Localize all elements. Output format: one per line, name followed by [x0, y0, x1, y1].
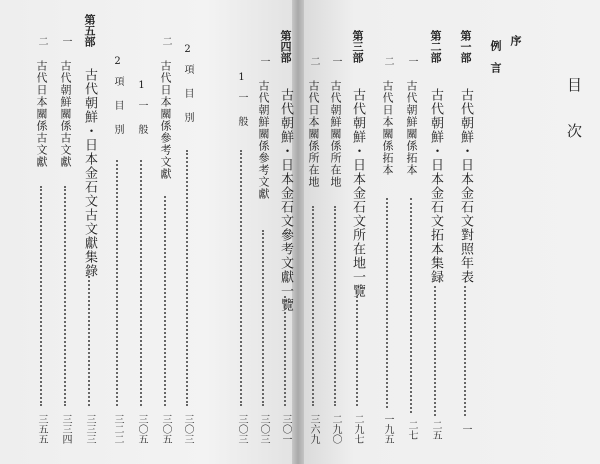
toc-title-char-2: 次: [567, 122, 583, 140]
p5-1-page: 三三四: [60, 414, 71, 444]
part5-leader: [88, 276, 90, 406]
p2-2-number: 二: [382, 56, 393, 66]
toc-entry-p4-2-2: [108, 0, 126, 464]
toc-entry-part3: [348, 0, 366, 464]
part2-page: 二五: [430, 420, 441, 440]
p5-1-title: 古代朝鮮關係古文獻: [59, 60, 72, 168]
toc-entry-p4-2: [156, 0, 174, 464]
right-page: [300, 0, 600, 464]
part1-page: 一: [460, 424, 471, 434]
part5-label: 第五部: [83, 14, 96, 47]
part4-page: 三〇一: [280, 414, 291, 444]
toc-entry-p5-2: [32, 0, 50, 464]
p4-1-page: 三〇三: [258, 414, 269, 444]
part5-page: 三三三: [84, 414, 95, 444]
part1-title: 古代朝鮮・日本金石文對照年表: [458, 88, 473, 284]
p4-2-leader: [164, 196, 166, 406]
p4-1-1-number: 1: [236, 72, 247, 83]
p5-1-leader: [64, 186, 66, 406]
p4-1-leader: [262, 230, 264, 406]
p3-2-title: 古代日本關係所在地: [307, 80, 320, 188]
toc-title-char-1: 目: [567, 76, 583, 94]
toc-entry-part2: [426, 0, 444, 464]
p3-1-page: 二九〇: [330, 414, 341, 444]
toc-entry-preface: [506, 0, 524, 464]
toc-entry-p4-1-1: [232, 0, 250, 464]
p4-2-2-page: 三二二: [112, 414, 123, 444]
p4-1-number: 一: [258, 56, 269, 66]
p4-2-1-title: 一 般: [136, 100, 147, 136]
p4-2-2-number: 2: [112, 56, 123, 67]
toc-entry-part5: [80, 0, 98, 464]
part1-leader: [464, 286, 466, 416]
p4-2-page: 三〇五: [160, 414, 171, 444]
p3-1-title: 古代朝鮮關係所在地: [329, 80, 342, 188]
p5-2-number: 二: [36, 36, 47, 46]
p2-1-leader: [410, 198, 412, 413]
toc-entry-part4: [276, 0, 294, 464]
toc-entry-p2-2: [378, 0, 396, 464]
notes-label: 例 言: [489, 40, 502, 73]
p4-1-1-title: 一 般: [236, 92, 247, 128]
p4-1-2-leader: [186, 150, 188, 406]
p5-2-page: 三五五: [36, 414, 47, 444]
toc-entry-p4-2-1: [132, 0, 150, 464]
p4-2-number: 二: [160, 36, 171, 46]
toc-entry-p4-1: [254, 0, 272, 464]
p3-2-page: 三六九: [308, 414, 319, 444]
part3-leader: [356, 296, 358, 406]
p4-2-1-number: 1: [136, 80, 147, 91]
part3-title: 古代朝鮮・日本金石文所在地一覽: [350, 88, 365, 298]
part2-title: 古代朝鮮・日本金石文拓本集録: [428, 88, 443, 284]
p3-2-number: 二: [308, 56, 319, 66]
part5-title: 古代朝鮮・日本金石文古文獻集錄: [82, 68, 97, 278]
toc-entry-p5-1: [56, 0, 74, 464]
p4-2-2-title: 項 目 別: [112, 76, 123, 136]
toc-entry-part1: [456, 0, 474, 464]
p4-1-1-page: 三〇三: [236, 414, 247, 444]
p4-1-2-page: 三〇三: [182, 414, 193, 444]
toc-entry-notes: [486, 0, 504, 464]
p2-1-title: 古代朝鮮關係拓本: [405, 80, 418, 176]
p2-2-leader: [386, 198, 388, 408]
toc-entry-p2-1: [402, 0, 420, 464]
preface-label: 序: [509, 35, 522, 46]
p5-2-title: 古代日本關係古文獻: [35, 60, 48, 168]
p2-1-page: 二七: [406, 420, 417, 440]
part1-label: 第一部: [459, 30, 472, 63]
p4-1-2-number: 2: [182, 44, 193, 55]
toc-entry-p4-1-2: [178, 0, 196, 464]
p2-1-number: 一: [406, 56, 417, 66]
p4-1-1-leader: [240, 150, 242, 406]
p5-2-leader: [40, 186, 42, 406]
p3-1-leader: [334, 206, 336, 406]
p2-2-title: 古代日本關係拓本: [381, 80, 394, 176]
p4-1-2-title: 項 目 別: [182, 64, 193, 124]
part4-title: 古代朝鮮・日本金石文參考文獻一覽: [278, 88, 293, 312]
p4-2-2-leader: [116, 160, 118, 406]
p4-2-title: 古代日本關係參考文獻: [159, 60, 172, 180]
p4-2-1-leader: [140, 160, 142, 406]
p2-2-page: 一九五: [382, 414, 393, 444]
p3-1-number: 一: [330, 56, 341, 66]
part3-page: 二九七: [352, 414, 363, 444]
part3-label: 第三部: [351, 30, 364, 63]
toc-entry-p3-2: [304, 0, 322, 464]
part4-label: 第四部: [279, 30, 292, 63]
p4-2-1-page: 三〇五: [136, 414, 147, 444]
part2-label: 第二部: [429, 30, 442, 63]
part4-leader: [284, 296, 286, 406]
p5-1-number: 一: [60, 36, 71, 46]
part2-leader: [434, 286, 436, 416]
toc-entry-p3-1: [326, 0, 344, 464]
p4-1-title: 古代朝鮮關係參考文獻: [257, 80, 270, 200]
p3-2-leader: [312, 206, 314, 406]
